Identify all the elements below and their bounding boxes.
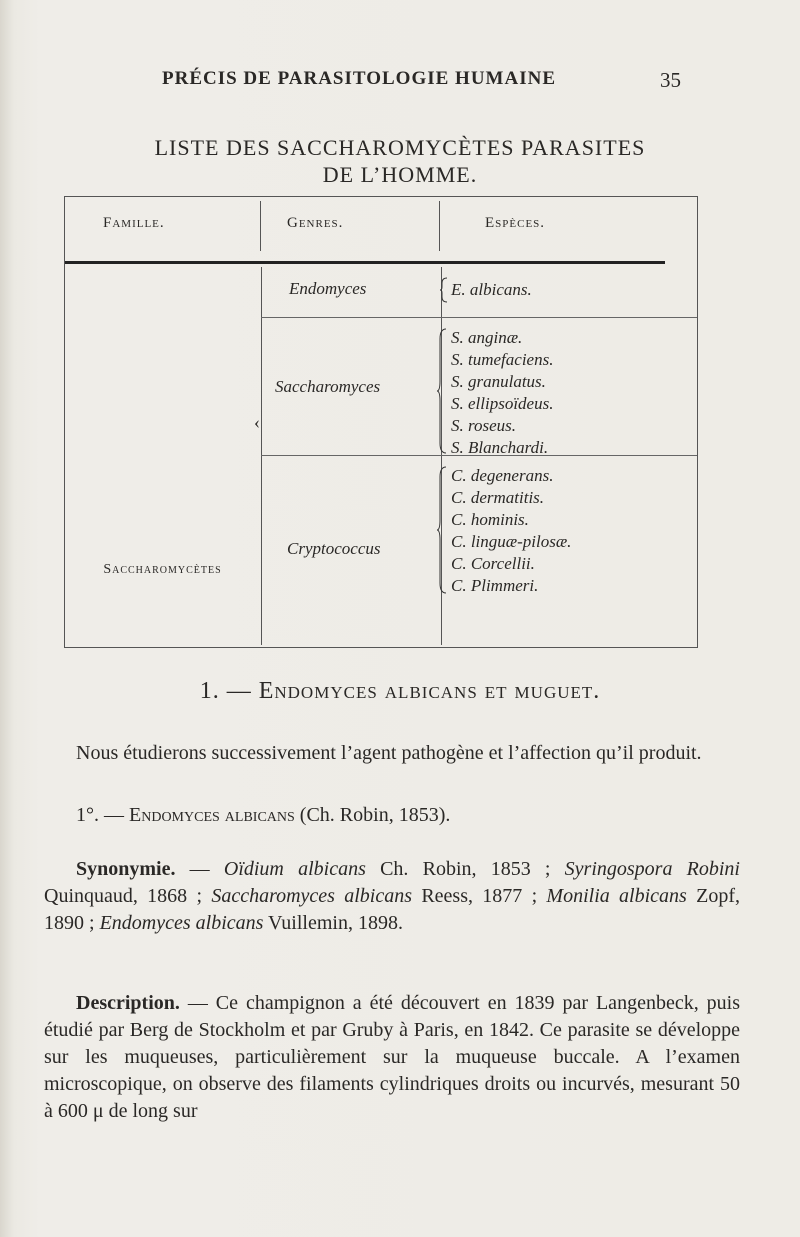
species-item: S. tumefaciens. xyxy=(451,350,554,369)
section-dash: — xyxy=(226,678,252,704)
species-item: S. anginæ. xyxy=(451,328,523,347)
synonym-authority: Zopf, 1890 ; xyxy=(44,885,740,934)
species-item: C. Plimmeri. xyxy=(451,576,539,595)
section-title: Endomyces albicans et muguet. xyxy=(258,678,601,704)
section-number: 1. xyxy=(199,678,220,704)
species-item: C. dermatitis. xyxy=(451,488,545,507)
synonym-taxon-name: Saccharomyces albicans xyxy=(211,885,413,907)
subsection-heading xyxy=(44,802,740,829)
species-list-cryptococcus xyxy=(451,465,571,597)
brace-icon xyxy=(436,327,448,455)
species-item: C. Corcellii. xyxy=(451,554,535,573)
species-item: C. degenerans. xyxy=(451,466,554,485)
description-text: — Ce champignon a été découvert en 1839 par Langenbeck, puis étudié par Berg de Stockholm et par Gruby à Paris, en 1842. Ce parasite se développe sur les muqueuses, particulièrement sur la muqueuse buccale. A l’examen microscopique, on observe des filaments cylindriques droits ou incurvés, mesurant 50 à 600 μ de long sur xyxy=(44,992,740,1122)
species-list-saccharomyces xyxy=(451,327,553,459)
header-genres: Genres. xyxy=(287,215,344,231)
column-divider xyxy=(261,267,262,645)
species-item: E. albicans. xyxy=(451,280,532,299)
synonym-authority: Vuillemin, 1898. xyxy=(263,912,403,934)
species-item: S. granulatus. xyxy=(451,372,546,391)
brace-icon: ‹ xyxy=(254,412,260,432)
header-divider xyxy=(439,201,440,251)
brace-icon xyxy=(439,277,449,303)
synonym-taxon-name: Endomyces albicans xyxy=(99,912,264,934)
intro-paragraph: Nous étudierons successivement l’agent pathogène et l’affection qu’il produit. xyxy=(76,742,702,764)
classification-table xyxy=(64,196,698,648)
famille-cell: Saccharomycètes xyxy=(103,562,222,577)
header-famille: Famille. xyxy=(103,215,165,231)
header-divider xyxy=(260,201,261,251)
list-title-line-2: DE L’HOMME. xyxy=(322,162,478,187)
header-especes: Espèces. xyxy=(485,215,546,231)
subsection-number: 1°. — xyxy=(76,804,124,826)
species-item: S. Blanchardi. xyxy=(451,438,549,457)
species-item: C. hominis. xyxy=(451,510,529,529)
synonymie-paragraph xyxy=(44,856,740,937)
species-list-endomyces xyxy=(451,279,532,301)
description-label: Description. xyxy=(76,992,180,1014)
synonym-taxon-name: Syringospora Robini xyxy=(564,858,740,880)
page-number: 35 xyxy=(660,68,681,92)
table-header-row xyxy=(65,197,697,259)
genre-cryptococcus: Cryptococcus xyxy=(287,539,381,558)
synonym-authority: Ch. Robin, 1853 ; xyxy=(365,858,565,880)
species-item: S. roseus. xyxy=(451,416,517,435)
synonym-authority: — xyxy=(175,858,224,880)
description-paragraph xyxy=(44,990,740,1125)
brace-icon xyxy=(436,465,448,595)
species-item: C. linguæ-pilosæ. xyxy=(451,532,572,551)
genre-endomyces: Endomyces xyxy=(289,279,367,298)
subsection-name: Endomyces albicans xyxy=(129,804,295,826)
genre-saccharomyces: Saccharomyces xyxy=(275,377,381,396)
header-rule xyxy=(65,261,665,264)
row-divider xyxy=(261,317,697,318)
species-item: S. ellipsoïdeus. xyxy=(451,394,554,413)
list-title xyxy=(0,134,800,188)
synonym-taxon-name: Monilia albicans xyxy=(546,885,687,907)
page-header xyxy=(0,68,800,98)
synonym-authority: Quinquaud, 1868 ; xyxy=(44,885,212,907)
synonymie-label: Synonymie. xyxy=(76,858,176,880)
running-title: PRÉCIS DE PARASITOLOGIE HUMAINE xyxy=(162,68,556,89)
synonym-taxon-name: Oïdium albicans xyxy=(223,858,366,880)
synonym-authority: Reess, 1877 ; xyxy=(412,885,547,907)
subsection-citation: (Ch. Robin, 1853). xyxy=(299,804,451,826)
list-title-line-1: LISTE DES SACCHAROMYCÈTES PARASITES xyxy=(154,135,646,160)
section-heading xyxy=(0,678,800,705)
